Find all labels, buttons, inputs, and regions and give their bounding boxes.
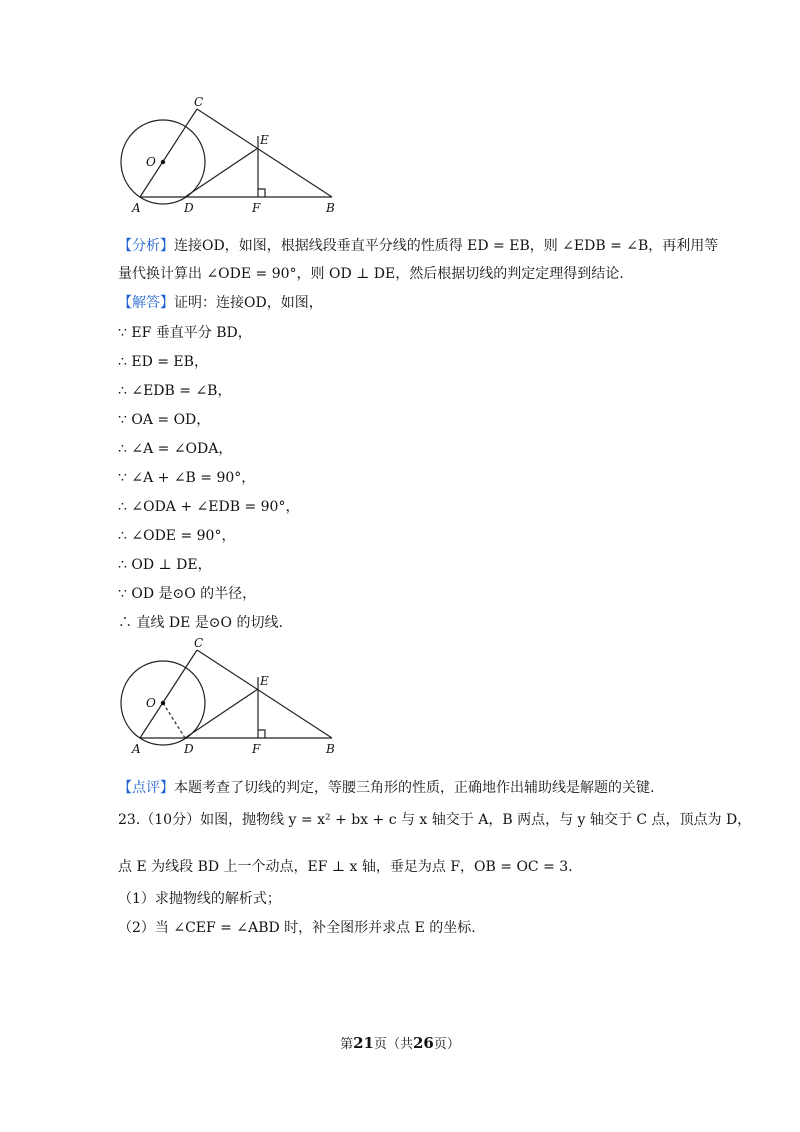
footer-suffix: 页） xyxy=(433,1037,460,1052)
segment-de xyxy=(185,148,258,197)
analysis-text-1: 连接OD，如图，根据线段垂直平分线的性质得 ED = EB，则 ∠EDB = ∠B，再利用等 xyxy=(174,238,719,254)
solution-step: ∴ OD ⊥ DE， xyxy=(118,557,212,573)
solution-step: ∴ ED = EB， xyxy=(118,354,208,370)
solution-header xyxy=(118,293,323,313)
solution-tag: 【解答】 xyxy=(118,295,174,311)
right-angle-mark xyxy=(258,189,265,197)
label-c: C xyxy=(194,636,204,650)
solution-step: ∴ ∠EDB = ∠B， xyxy=(118,383,232,399)
auxiliary-od-dashed xyxy=(163,703,185,738)
footer-page-number: 21 xyxy=(353,1034,374,1052)
comment-tag: 【点评】 xyxy=(118,780,174,796)
right-angle-mark xyxy=(258,730,265,738)
footer-mid: 页（共 xyxy=(373,1037,413,1052)
segment-de xyxy=(185,689,258,738)
label-e: E xyxy=(260,133,269,147)
solution-step: ∴ ∠ODA + ∠EDB = 90°， xyxy=(118,499,300,515)
problem-23-part-2: （2）当 ∠CEF = ∠ABD 时，补全图形并求点 E 的坐标. xyxy=(118,920,476,936)
label-e: E xyxy=(260,674,269,688)
footer-prefix: 第 xyxy=(340,1037,354,1052)
label-a: A xyxy=(132,201,141,215)
solution-step: ∵ OD 是⊙O 的半径， xyxy=(118,586,257,602)
solution-step: ∵ ∠A + ∠B = 90°， xyxy=(118,470,256,486)
segment-cb xyxy=(197,650,332,738)
analysis-line-2: 量代换计算出 ∠ODE = 90°，则 OD ⊥ DE，然后根据切线的判定定理得到结论. xyxy=(118,266,624,282)
comment-line xyxy=(118,778,654,798)
problem-23-line-2: 点 E 为线段 BD 上一个动点，EF ⊥ x 轴，垂足为点 F，OB = OC = 3. xyxy=(118,859,573,875)
analysis-tag: 【分析】 xyxy=(118,238,174,254)
geometry-figure-2 xyxy=(110,633,350,758)
label-c: C xyxy=(194,95,204,109)
segment-cb xyxy=(197,109,332,197)
solution-step: ∵ EF 垂直平分 BD， xyxy=(118,325,252,341)
label-d: D xyxy=(184,201,194,215)
center-point-o xyxy=(161,160,165,164)
label-d: D xyxy=(184,742,194,756)
solution-step: ∴ ∠ODE = 90°， xyxy=(118,528,236,544)
solution-first: 证明：连接OD，如图， xyxy=(174,295,323,311)
page-footer xyxy=(0,1033,800,1052)
footer-total-pages: 26 xyxy=(413,1034,434,1052)
center-point-o xyxy=(161,701,165,705)
problem-23-line-1: 23.（10分）如图，抛物线 y = x² + bx + c 与 x 轴交于 A，B 两点，与 y 轴交于 C 点，顶点为 D， xyxy=(118,812,752,828)
analysis-line-1 xyxy=(118,236,718,256)
label-b: B xyxy=(326,201,335,215)
label-f: F xyxy=(252,201,261,215)
label-a: A xyxy=(132,742,141,756)
label-f: F xyxy=(252,742,261,756)
label-b: B xyxy=(326,742,335,756)
solution-step: ∴ 直线 DE 是⊙O 的切线. xyxy=(118,615,283,631)
solution-step: ∴ ∠A = ∠ODA， xyxy=(118,441,233,457)
geometry-figure-1 xyxy=(110,92,350,217)
solution-step: ∵ OA = OD， xyxy=(118,412,211,428)
label-o: O xyxy=(146,155,156,169)
problem-23-part-1: （1）求抛物线的解析式； xyxy=(118,891,281,907)
comment-text: 本题考查了切线的判定，等腰三角形的性质，正确地作出辅助线是解题的关键. xyxy=(174,780,655,796)
label-o: O xyxy=(146,696,156,710)
